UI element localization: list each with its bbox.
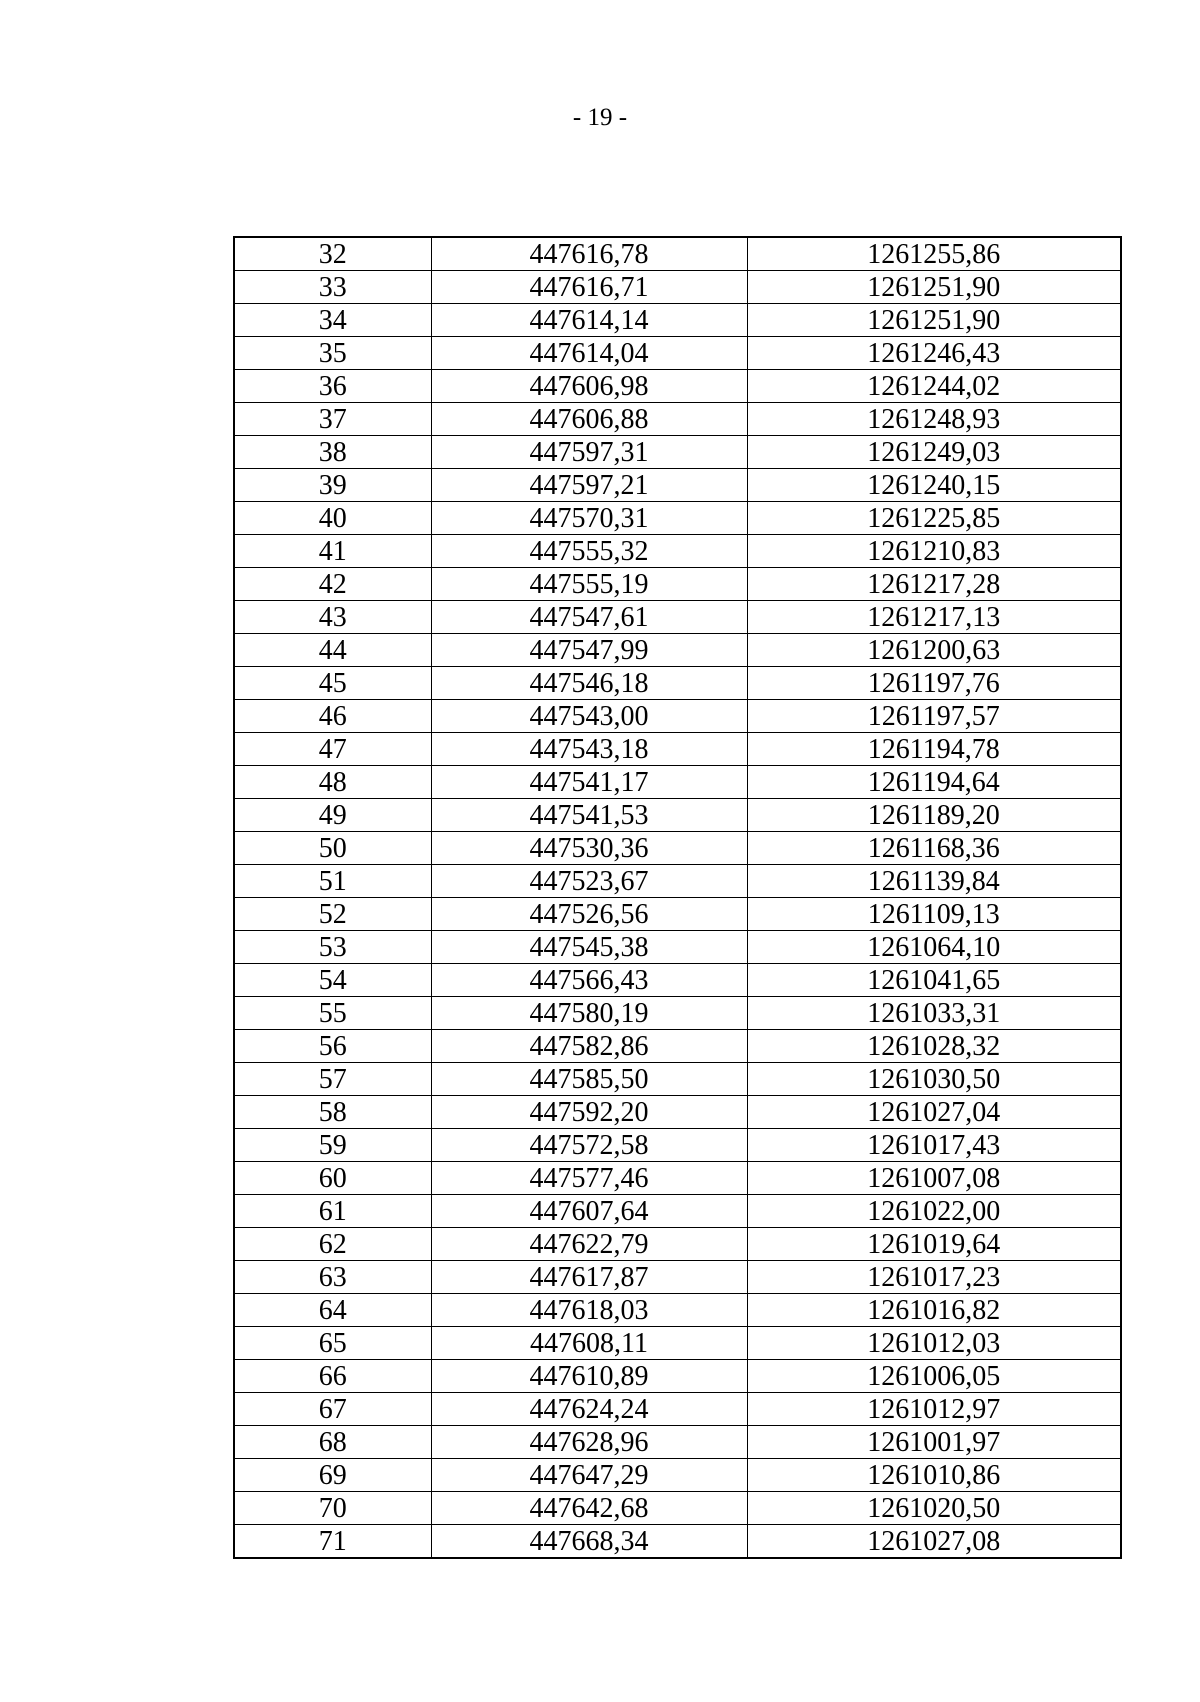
y-coordinate-cell: 1261041,65 xyxy=(747,964,1121,997)
x-coordinate-cell: 447577,46 xyxy=(431,1162,747,1195)
point-number-cell: 64 xyxy=(234,1294,431,1327)
x-coordinate-cell: 447592,20 xyxy=(431,1096,747,1129)
y-coordinate-cell: 1261016,82 xyxy=(747,1294,1121,1327)
table-row xyxy=(234,1294,1121,1327)
x-coordinate-cell: 447543,00 xyxy=(431,700,747,733)
y-coordinate-cell: 1261225,85 xyxy=(747,502,1121,535)
table-row xyxy=(234,601,1121,634)
coordinates-table-body xyxy=(234,237,1121,1558)
point-number-cell: 68 xyxy=(234,1426,431,1459)
x-coordinate-cell: 447642,68 xyxy=(431,1492,747,1525)
y-coordinate-cell: 1261248,93 xyxy=(747,403,1121,436)
table-row xyxy=(234,1129,1121,1162)
y-coordinate-cell: 1261007,08 xyxy=(747,1162,1121,1195)
table-row xyxy=(234,304,1121,337)
x-coordinate-cell: 447541,17 xyxy=(431,766,747,799)
x-coordinate-cell: 447614,04 xyxy=(431,337,747,370)
x-coordinate-cell: 447617,87 xyxy=(431,1261,747,1294)
y-coordinate-cell: 1261240,15 xyxy=(747,469,1121,502)
point-number-cell: 38 xyxy=(234,436,431,469)
y-coordinate-cell: 1261019,64 xyxy=(747,1228,1121,1261)
table-row xyxy=(234,1426,1121,1459)
y-coordinate-cell: 1261194,64 xyxy=(747,766,1121,799)
table-row xyxy=(234,502,1121,535)
table-row xyxy=(234,337,1121,370)
point-number-cell: 40 xyxy=(234,502,431,535)
page-number: - 19 - xyxy=(572,104,628,131)
y-coordinate-cell: 1261012,03 xyxy=(747,1327,1121,1360)
x-coordinate-cell: 447530,36 xyxy=(431,832,747,865)
point-number-cell: 36 xyxy=(234,370,431,403)
x-coordinate-cell: 447607,64 xyxy=(431,1195,747,1228)
point-number-cell: 67 xyxy=(234,1393,431,1426)
x-coordinate-cell: 447608,11 xyxy=(431,1327,747,1360)
table-row xyxy=(234,1030,1121,1063)
table-row xyxy=(234,634,1121,667)
x-coordinate-cell: 447541,53 xyxy=(431,799,747,832)
table-row xyxy=(234,535,1121,568)
x-coordinate-cell: 447582,86 xyxy=(431,1030,747,1063)
y-coordinate-cell: 1261168,36 xyxy=(747,832,1121,865)
point-number-cell: 45 xyxy=(234,667,431,700)
y-coordinate-cell: 1261246,43 xyxy=(747,337,1121,370)
table-row xyxy=(234,436,1121,469)
y-coordinate-cell: 1261027,04 xyxy=(747,1096,1121,1129)
coordinates-table xyxy=(233,236,1122,1559)
point-number-cell: 55 xyxy=(234,997,431,1030)
point-number-cell: 62 xyxy=(234,1228,431,1261)
x-coordinate-cell: 447570,31 xyxy=(431,502,747,535)
table-row xyxy=(234,370,1121,403)
point-number-cell: 56 xyxy=(234,1030,431,1063)
table-row xyxy=(234,1459,1121,1492)
point-number-cell: 61 xyxy=(234,1195,431,1228)
x-coordinate-cell: 447585,50 xyxy=(431,1063,747,1096)
point-number-cell: 37 xyxy=(234,403,431,436)
point-number-cell: 53 xyxy=(234,931,431,964)
y-coordinate-cell: 1261028,32 xyxy=(747,1030,1121,1063)
table-row xyxy=(234,469,1121,502)
table-row xyxy=(234,568,1121,601)
table-row xyxy=(234,1063,1121,1096)
point-number-cell: 47 xyxy=(234,733,431,766)
x-coordinate-cell: 447555,32 xyxy=(431,535,747,568)
point-number-cell: 66 xyxy=(234,1360,431,1393)
y-coordinate-cell: 1261020,50 xyxy=(747,1492,1121,1525)
x-coordinate-cell: 447555,19 xyxy=(431,568,747,601)
table-row xyxy=(234,403,1121,436)
table-row xyxy=(234,997,1121,1030)
x-coordinate-cell: 447597,31 xyxy=(431,436,747,469)
table-row xyxy=(234,271,1121,304)
x-coordinate-cell: 447572,58 xyxy=(431,1129,747,1162)
table-row xyxy=(234,865,1121,898)
y-coordinate-cell: 1261010,86 xyxy=(747,1459,1121,1492)
point-number-cell: 46 xyxy=(234,700,431,733)
x-coordinate-cell: 447618,03 xyxy=(431,1294,747,1327)
y-coordinate-cell: 1261251,90 xyxy=(747,271,1121,304)
x-coordinate-cell: 447543,18 xyxy=(431,733,747,766)
y-coordinate-cell: 1261033,31 xyxy=(747,997,1121,1030)
point-number-cell: 58 xyxy=(234,1096,431,1129)
x-coordinate-cell: 447616,71 xyxy=(431,271,747,304)
x-coordinate-cell: 447668,34 xyxy=(431,1525,747,1559)
x-coordinate-cell: 447606,88 xyxy=(431,403,747,436)
point-number-cell: 33 xyxy=(234,271,431,304)
table-row xyxy=(234,1360,1121,1393)
point-number-cell: 35 xyxy=(234,337,431,370)
y-coordinate-cell: 1261200,63 xyxy=(747,634,1121,667)
table-row xyxy=(234,1492,1121,1525)
table-row xyxy=(234,832,1121,865)
y-coordinate-cell: 1261217,28 xyxy=(747,568,1121,601)
table-row xyxy=(234,700,1121,733)
table-row xyxy=(234,964,1121,997)
table-row xyxy=(234,1327,1121,1360)
y-coordinate-cell: 1261109,13 xyxy=(747,898,1121,931)
x-coordinate-cell: 447580,19 xyxy=(431,997,747,1030)
x-coordinate-cell: 447546,18 xyxy=(431,667,747,700)
x-coordinate-cell: 447616,78 xyxy=(431,237,747,271)
y-coordinate-cell: 1261194,78 xyxy=(747,733,1121,766)
point-number-cell: 52 xyxy=(234,898,431,931)
x-coordinate-cell: 447624,24 xyxy=(431,1393,747,1426)
y-coordinate-cell: 1261001,97 xyxy=(747,1426,1121,1459)
y-coordinate-cell: 1261251,90 xyxy=(747,304,1121,337)
point-number-cell: 32 xyxy=(234,237,431,271)
point-number-cell: 65 xyxy=(234,1327,431,1360)
x-coordinate-cell: 447622,79 xyxy=(431,1228,747,1261)
y-coordinate-cell: 1261030,50 xyxy=(747,1063,1121,1096)
point-number-cell: 63 xyxy=(234,1261,431,1294)
point-number-cell: 60 xyxy=(234,1162,431,1195)
table-row xyxy=(234,1096,1121,1129)
x-coordinate-cell: 447526,56 xyxy=(431,898,747,931)
x-coordinate-cell: 447566,43 xyxy=(431,964,747,997)
y-coordinate-cell: 1261027,08 xyxy=(747,1525,1121,1559)
point-number-cell: 48 xyxy=(234,766,431,799)
point-number-cell: 39 xyxy=(234,469,431,502)
point-number-cell: 57 xyxy=(234,1063,431,1096)
x-coordinate-cell: 447547,61 xyxy=(431,601,747,634)
y-coordinate-cell: 1261244,02 xyxy=(747,370,1121,403)
table-row xyxy=(234,667,1121,700)
table-row xyxy=(234,733,1121,766)
table-row xyxy=(234,1195,1121,1228)
point-number-cell: 49 xyxy=(234,799,431,832)
point-number-cell: 42 xyxy=(234,568,431,601)
table-row xyxy=(234,931,1121,964)
table-row xyxy=(234,766,1121,799)
y-coordinate-cell: 1261006,05 xyxy=(747,1360,1121,1393)
table-row xyxy=(234,1261,1121,1294)
x-coordinate-cell: 447545,38 xyxy=(431,931,747,964)
point-number-cell: 44 xyxy=(234,634,431,667)
point-number-cell: 43 xyxy=(234,601,431,634)
y-coordinate-cell: 1261217,13 xyxy=(747,601,1121,634)
y-coordinate-cell: 1261064,10 xyxy=(747,931,1121,964)
y-coordinate-cell: 1261017,23 xyxy=(747,1261,1121,1294)
x-coordinate-cell: 447523,67 xyxy=(431,865,747,898)
y-coordinate-cell: 1261017,43 xyxy=(747,1129,1121,1162)
point-number-cell: 70 xyxy=(234,1492,431,1525)
table-row xyxy=(234,237,1121,271)
table-row xyxy=(234,1525,1121,1559)
y-coordinate-cell: 1261197,76 xyxy=(747,667,1121,700)
x-coordinate-cell: 447647,29 xyxy=(431,1459,747,1492)
y-coordinate-cell: 1261255,86 xyxy=(747,237,1121,271)
table-row xyxy=(234,1393,1121,1426)
x-coordinate-cell: 447614,14 xyxy=(431,304,747,337)
table-row xyxy=(234,799,1121,832)
point-number-cell: 54 xyxy=(234,964,431,997)
table-row xyxy=(234,898,1121,931)
y-coordinate-cell: 1261210,83 xyxy=(747,535,1121,568)
point-number-cell: 50 xyxy=(234,832,431,865)
x-coordinate-cell: 447610,89 xyxy=(431,1360,747,1393)
table-row xyxy=(234,1228,1121,1261)
point-number-cell: 34 xyxy=(234,304,431,337)
point-number-cell: 69 xyxy=(234,1459,431,1492)
point-number-cell: 51 xyxy=(234,865,431,898)
x-coordinate-cell: 447606,98 xyxy=(431,370,747,403)
point-number-cell: 71 xyxy=(234,1525,431,1559)
y-coordinate-cell: 1261022,00 xyxy=(747,1195,1121,1228)
x-coordinate-cell: 447597,21 xyxy=(431,469,747,502)
x-coordinate-cell: 447547,99 xyxy=(431,634,747,667)
point-number-cell: 59 xyxy=(234,1129,431,1162)
point-number-cell: 41 xyxy=(234,535,431,568)
y-coordinate-cell: 1261139,84 xyxy=(747,865,1121,898)
y-coordinate-cell: 1261197,57 xyxy=(747,700,1121,733)
y-coordinate-cell: 1261249,03 xyxy=(747,436,1121,469)
y-coordinate-cell: 1261189,20 xyxy=(747,799,1121,832)
table-row xyxy=(234,1162,1121,1195)
y-coordinate-cell: 1261012,97 xyxy=(747,1393,1121,1426)
x-coordinate-cell: 447628,96 xyxy=(431,1426,747,1459)
